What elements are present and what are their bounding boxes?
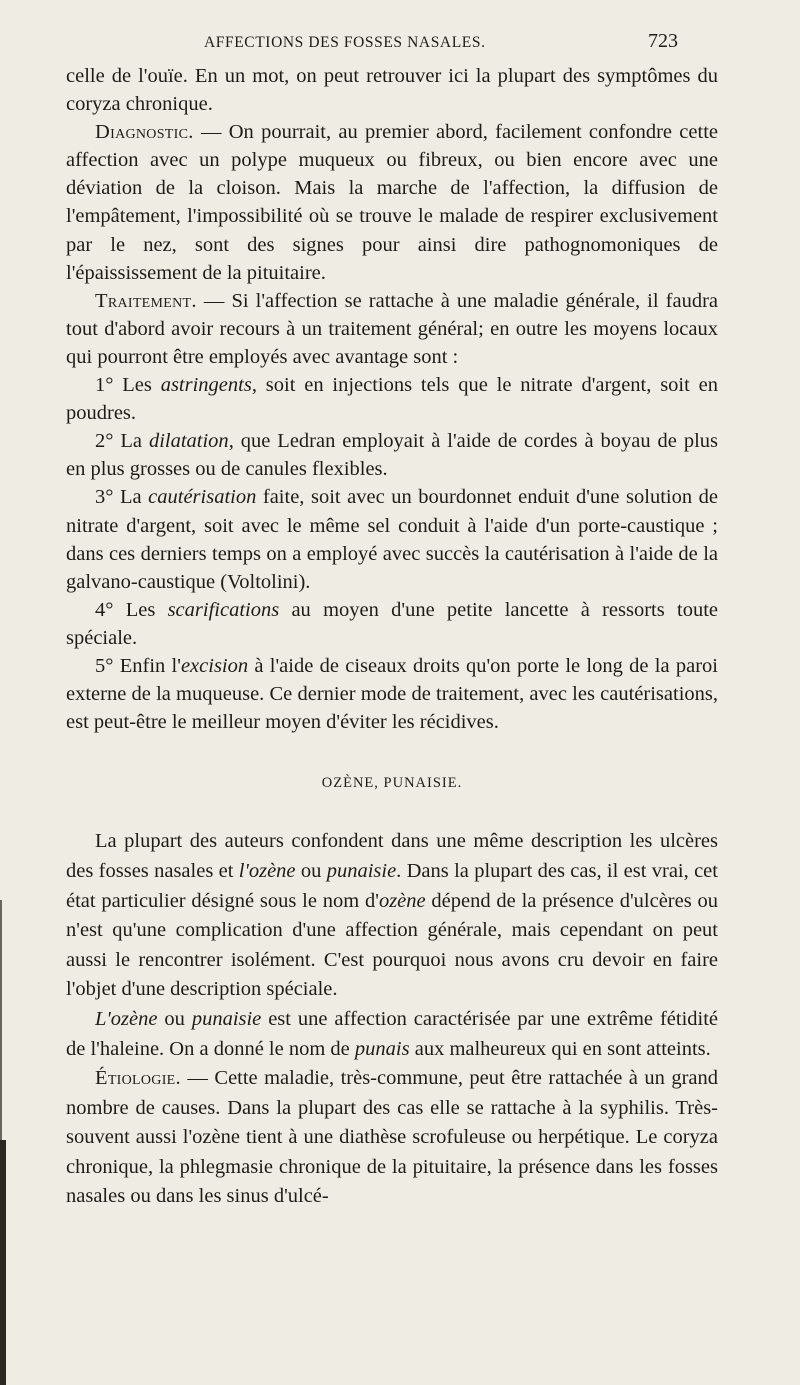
item-text: au moyen d'une petite lancette à ressorts toute spéciale. [66, 598, 718, 649]
item-text: , soit en injections tels que le nitrate d'argent, soit en poudres. [66, 374, 718, 425]
italic-term: punaisie [326, 859, 397, 882]
body-text [66, 62, 718, 1212]
page-header [0, 30, 800, 60]
italic-term: L'ozène [95, 1007, 158, 1030]
paragraph-text: . Dans la plupart des cas, il est vrai, cet état particulier désigné sous le nom d' [66, 859, 718, 912]
item-term: excision [180, 654, 249, 677]
paragraph-text: La plupart des auteurs confondent dans une même description les ulcères des fosses nasales et [66, 830, 718, 882]
paragraph-text: est une affection caractérisée par une extrême fétidité de l'haleine. On a donné le nom de [66, 1007, 719, 1060]
page-edge-shadow [0, 900, 2, 1140]
paragraph-text: dépend de la présence d'ulcères ou n'est qu'une complication d'une affection générale, mais cependant on peut aussi le rencontrer isolément. C'est pourquoi nous avons cru devoir en faire l'objet d'une description spéciale. [66, 889, 719, 1001]
paragraph-text: — Cette maladie, très-commune, peut être rattachée à un grand nombre de causes. Dans la plupart des cas elle se rattache à la syphilis. Très-souvent aussi l'ozène tient à une diathèse scrofuleuse ou herpétique. Le coryza chronique, la phlegmasie chronique de la pituitaire, la présence dans les fosses nasales ou dans les sinus d'ulcé- [66, 1067, 718, 1208]
paragraph-text: ou [295, 859, 327, 882]
item-text: , que Ledran employait à l'aide de cordes à boyau de plus en plus grosses ou de canules flexibles. [66, 430, 718, 481]
section-label: Étiologie. [95, 1067, 181, 1090]
item-number: 2° La [95, 430, 149, 453]
item-term: scarifications [167, 598, 280, 621]
section-label: Diagnostic. [95, 121, 194, 144]
section-title: OZÈNE, PUNAISIE. [321, 775, 463, 792]
paragraph-text: aux malheureux qui en sont atteints. [409, 1037, 711, 1060]
paragraph-text: ou [157, 1007, 192, 1030]
list-item [66, 371, 718, 427]
list-item [66, 652, 718, 736]
paragraph [66, 827, 718, 1005]
item-number: 3° La [95, 486, 149, 509]
item-text: faite, soit avec un bourdonnet enduit d'une solution de nitrate d'argent, soit avec le même sel conduit à l'aide d'un porte-caustique ; dans ces derniers temps on a employé avec succès la cautérisation à l'aide de la galvano-caustique (Voltolini). [66, 486, 718, 593]
section-label: Traitement. [95, 289, 197, 312]
paragraph-traitement [66, 287, 718, 371]
paragraph-text: — Si l'affection se rattache à une maladie générale, il faudra tout d'abord avoir recours à un traitement général; en outre les moyens locaux qui pourront être employés avec avantage sont : [66, 289, 718, 368]
page-edge [0, 1140, 6, 1385]
running-head: AFFECTIONS DES FOSSES NASALES. [204, 34, 486, 51]
item-term: dilatation [148, 430, 229, 453]
item-text: à l'aide de ciseaux droits qu'on porte le long de la paroi externe de la muqueuse. Ce dernier mode de traitement, avec les cautérisations, est peut-être le meilleur moyen d'éviter les récidives. [66, 654, 718, 734]
italic-term: l'ozène [238, 859, 296, 882]
list-item [66, 483, 718, 595]
item-term: cautérisation [148, 486, 257, 509]
item-term: astringents [160, 374, 252, 397]
paragraph-text: celle de l'ouïe. En un mot, on peut retrouver ici la plupart des symptômes du coryza chronique. [66, 65, 718, 116]
paragraph [66, 62, 718, 118]
list-item [66, 427, 718, 483]
list-item [66, 596, 718, 652]
paragraph-etiologie [66, 1064, 718, 1212]
italic-term: punais [354, 1037, 410, 1060]
page-number: 723 [648, 30, 678, 52]
paragraph-text: — On pourrait, au premier abord, facilement confondre cette affection avec un polype muqueux ou fibreux, ou bien encore avec une déviation de la cloison. Mais la marche de l'affection, la diffusion de l'empâtement, l'impossibilité où se trouve le malade de respirer exclusivement par le nez, sont des signes pour ainsi dire pathognomoniques de l'épaississement de la pituitaire. [66, 121, 718, 284]
item-number: 1° Les [95, 374, 161, 397]
item-number: 4° Les [95, 598, 168, 621]
italic-term: ozène [378, 889, 426, 912]
italic-term: punaisie [191, 1007, 262, 1030]
item-number: 5° Enfin l' [95, 654, 181, 677]
paragraph [66, 1005, 718, 1064]
ozene-section [66, 827, 718, 1212]
paragraph-diagnostic [66, 118, 718, 287]
